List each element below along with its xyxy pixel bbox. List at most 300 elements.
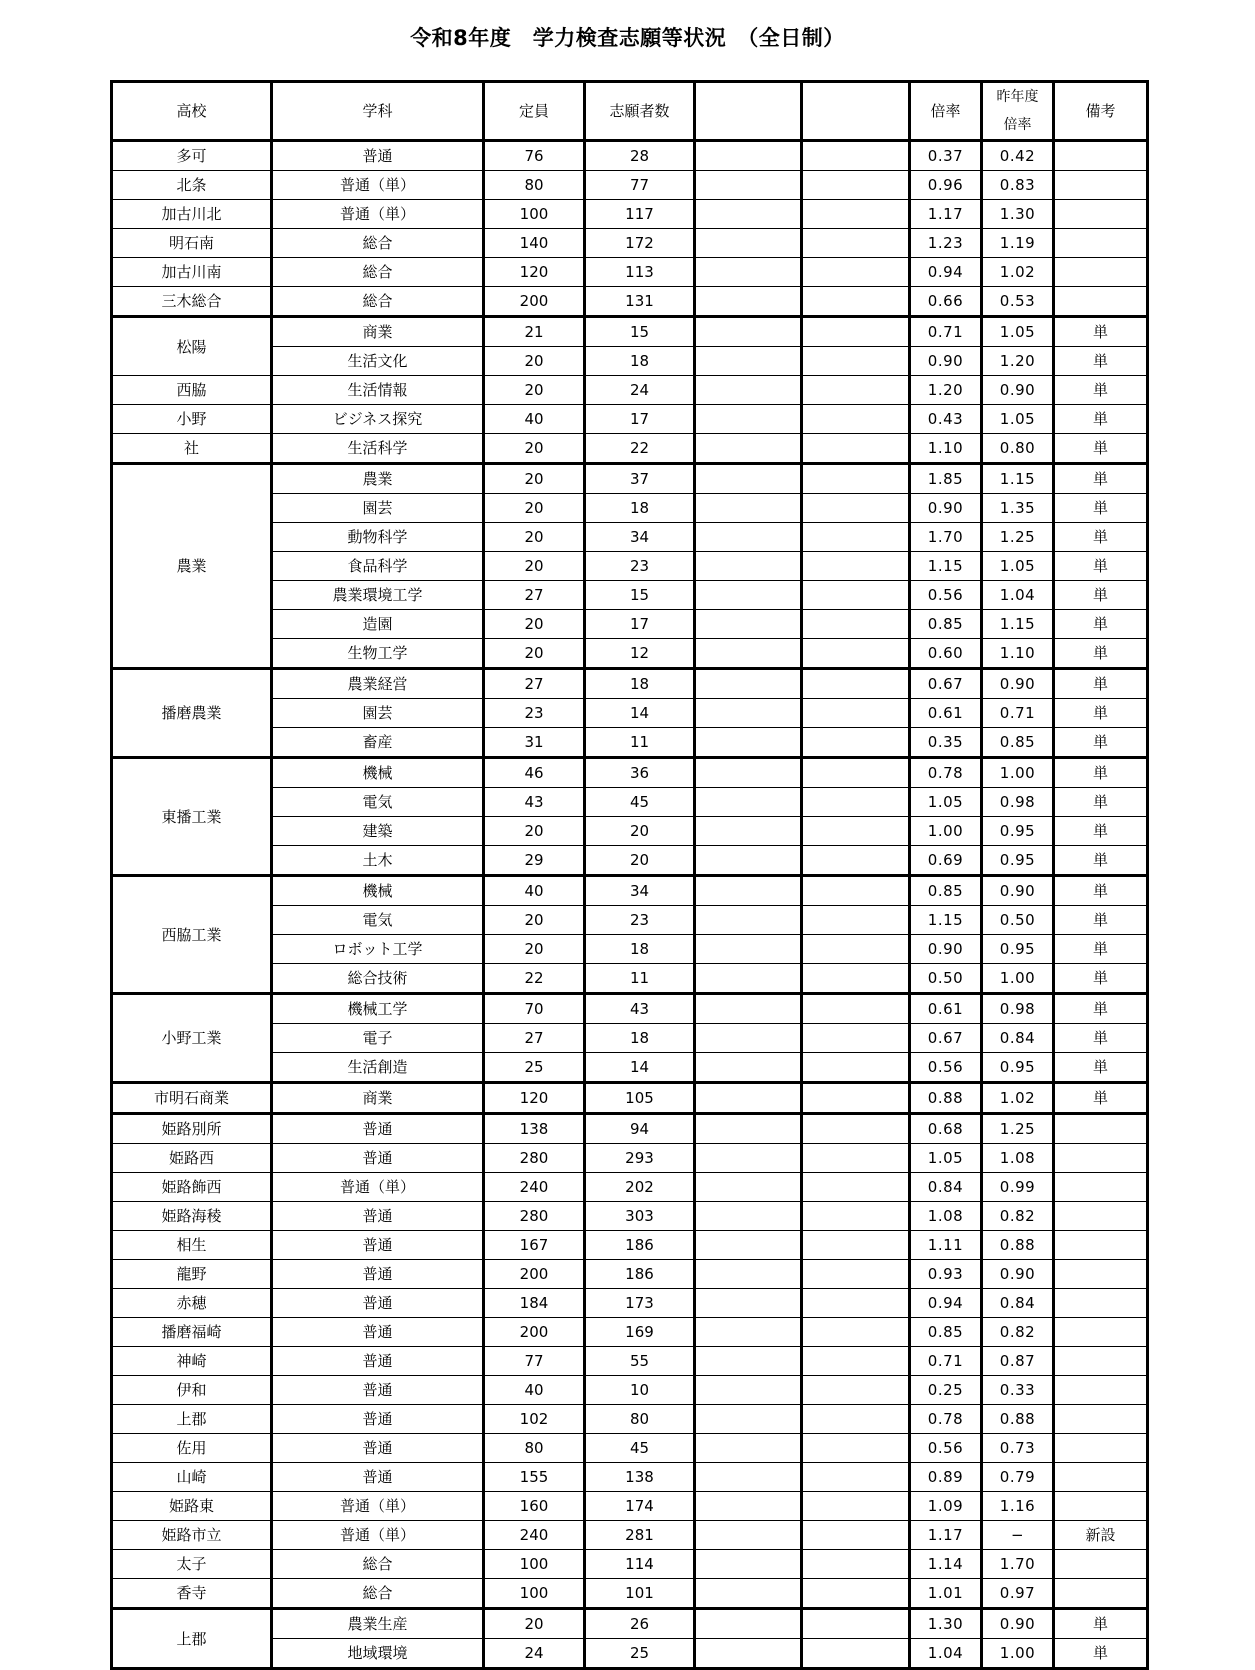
cell-applicants: 114 xyxy=(585,1550,695,1579)
header-note: 備考 xyxy=(1054,82,1148,141)
cell-rate: 0.67 xyxy=(910,669,982,699)
cell-school-name: 山崎 xyxy=(112,1463,272,1492)
cell-course-name: 電気 xyxy=(272,906,484,935)
cell-school-name: 社 xyxy=(112,434,272,464)
header-row xyxy=(112,82,1148,141)
cell-blank-2 xyxy=(802,141,910,171)
cell-rate: 0.67 xyxy=(910,1024,982,1053)
cell-rate: 0.69 xyxy=(910,846,982,876)
cell-note xyxy=(1054,171,1148,200)
cell-course-name: 電気 xyxy=(272,788,484,817)
cell-applicants: 303 xyxy=(585,1202,695,1231)
cell-blank-1 xyxy=(695,1318,802,1347)
cell-capacity: 184 xyxy=(484,1289,585,1318)
cell-blank-2 xyxy=(802,1579,910,1609)
cell-blank-2 xyxy=(802,1405,910,1434)
cell-school-name: 上郡 xyxy=(112,1405,272,1434)
cell-blank-2 xyxy=(802,1492,910,1521)
cell-blank-2 xyxy=(802,1434,910,1463)
header-capacity: 定員 xyxy=(484,82,585,141)
cell-previous-rate: 0.90 xyxy=(982,1609,1054,1639)
cell-blank-1 xyxy=(695,1521,802,1550)
cell-applicants: 174 xyxy=(585,1492,695,1521)
cell-school-name: 佐用 xyxy=(112,1434,272,1463)
cell-course-name: 生活科学 xyxy=(272,434,484,464)
cell-rate: 1.20 xyxy=(910,376,982,405)
cell-note xyxy=(1054,1434,1148,1463)
cell-course-name: 普通 xyxy=(272,1289,484,1318)
cell-blank-2 xyxy=(802,669,910,699)
cell-capacity: 22 xyxy=(484,964,585,994)
cell-applicants: 34 xyxy=(585,876,695,906)
cell-blank-2 xyxy=(802,1053,910,1083)
cell-applicants: 17 xyxy=(585,405,695,434)
cell-applicants: 37 xyxy=(585,464,695,494)
cell-capacity: 160 xyxy=(484,1492,585,1521)
cell-note xyxy=(1054,1231,1148,1260)
cell-blank-1 xyxy=(695,1347,802,1376)
cell-school-name: 小野工業 xyxy=(112,994,272,1083)
cell-blank-2 xyxy=(802,1083,910,1114)
cell-previous-rate: 1.08 xyxy=(982,1144,1054,1173)
cell-applicants: 94 xyxy=(585,1114,695,1144)
page-title: 令和8年度 学力検査志願等状況 （全日制） xyxy=(410,26,845,50)
cell-course-name: 生活創造 xyxy=(272,1053,484,1083)
cell-blank-1 xyxy=(695,141,802,171)
table-row xyxy=(112,258,1148,287)
cell-capacity: 20 xyxy=(484,639,585,669)
cell-previous-rate: 1.19 xyxy=(982,229,1054,258)
cell-capacity: 120 xyxy=(484,258,585,287)
cell-rate: 0.56 xyxy=(910,1053,982,1083)
cell-blank-1 xyxy=(695,906,802,935)
cell-capacity: 76 xyxy=(484,141,585,171)
cell-school-name: 加古川北 xyxy=(112,200,272,229)
cell-blank-2 xyxy=(802,1231,910,1260)
cell-course-name: 総合技術 xyxy=(272,964,484,994)
cell-course-name: 普通 xyxy=(272,1114,484,1144)
cell-capacity: 100 xyxy=(484,200,585,229)
cell-applicants: 55 xyxy=(585,1347,695,1376)
cell-applicants: 18 xyxy=(585,347,695,376)
cell-rate: 0.96 xyxy=(910,171,982,200)
cell-rate: 1.05 xyxy=(910,1144,982,1173)
cell-school-name: 播磨福崎 xyxy=(112,1318,272,1347)
cell-previous-rate: 1.15 xyxy=(982,464,1054,494)
cell-school-name: 市明石商業 xyxy=(112,1083,272,1114)
cell-course-name: 普通 xyxy=(272,1260,484,1289)
cell-rate: 0.85 xyxy=(910,1318,982,1347)
cell-previous-rate: 0.80 xyxy=(982,434,1054,464)
cell-previous-rate: 0.79 xyxy=(982,1463,1054,1492)
cell-blank-2 xyxy=(802,581,910,610)
cell-course-name: 農業環境工学 xyxy=(272,581,484,610)
cell-previous-rate: 1.00 xyxy=(982,758,1054,788)
cell-blank-1 xyxy=(695,994,802,1024)
cell-blank-2 xyxy=(802,347,910,376)
cell-blank-1 xyxy=(695,1434,802,1463)
cell-blank-2 xyxy=(802,1173,910,1202)
cell-previous-rate: − xyxy=(982,1521,1054,1550)
table-row xyxy=(112,1114,1148,1144)
cell-previous-rate: 0.84 xyxy=(982,1024,1054,1053)
cell-note: 単 xyxy=(1054,523,1148,552)
cell-blank-1 xyxy=(695,669,802,699)
cell-rate: 1.04 xyxy=(910,1639,982,1669)
cell-school-name: 上郡 xyxy=(112,1609,272,1669)
cell-capacity: 24 xyxy=(484,1639,585,1669)
cell-applicants: 281 xyxy=(585,1521,695,1550)
cell-note xyxy=(1054,1114,1148,1144)
cell-capacity: 27 xyxy=(484,669,585,699)
table-row xyxy=(112,758,1148,788)
cell-blank-2 xyxy=(802,229,910,258)
cell-rate: 1.70 xyxy=(910,523,982,552)
cell-capacity: 102 xyxy=(484,1405,585,1434)
cell-note: 単 xyxy=(1054,669,1148,699)
cell-applicants: 14 xyxy=(585,699,695,728)
cell-capacity: 27 xyxy=(484,1024,585,1053)
table-row xyxy=(112,994,1148,1024)
cell-previous-rate: 0.85 xyxy=(982,728,1054,758)
cell-previous-rate: 0.82 xyxy=(982,1318,1054,1347)
table-row xyxy=(112,1434,1148,1463)
cell-capacity: 20 xyxy=(484,906,585,935)
cell-rate: 0.35 xyxy=(910,728,982,758)
cell-rate: 0.84 xyxy=(910,1173,982,1202)
cell-course-name: 普通 xyxy=(272,141,484,171)
cell-blank-1 xyxy=(695,171,802,200)
cell-capacity: 21 xyxy=(484,317,585,347)
cell-applicants: 169 xyxy=(585,1318,695,1347)
table-row xyxy=(112,669,1148,699)
cell-blank-2 xyxy=(802,1463,910,1492)
cell-note: 単 xyxy=(1054,1053,1148,1083)
cell-note xyxy=(1054,1202,1148,1231)
cell-previous-rate: 0.84 xyxy=(982,1289,1054,1318)
cell-blank-2 xyxy=(802,1260,910,1289)
cell-previous-rate: 0.95 xyxy=(982,846,1054,876)
cell-note: 単 xyxy=(1054,347,1148,376)
cell-applicants: 131 xyxy=(585,287,695,317)
cell-capacity: 155 xyxy=(484,1463,585,1492)
cell-blank-1 xyxy=(695,552,802,581)
cell-capacity: 20 xyxy=(484,610,585,639)
cell-note xyxy=(1054,1318,1148,1347)
cell-blank-2 xyxy=(802,1202,910,1231)
cell-school-name: 姫路別所 xyxy=(112,1114,272,1144)
header-blank-2 xyxy=(802,82,910,141)
cell-capacity: 167 xyxy=(484,1231,585,1260)
cell-capacity: 25 xyxy=(484,1053,585,1083)
cell-capacity: 40 xyxy=(484,1376,585,1405)
cell-blank-1 xyxy=(695,1289,802,1318)
cell-capacity: 77 xyxy=(484,1347,585,1376)
cell-school-name: 赤穂 xyxy=(112,1289,272,1318)
table-row xyxy=(112,1144,1148,1173)
cell-note xyxy=(1054,200,1148,229)
cell-note xyxy=(1054,229,1148,258)
cell-blank-2 xyxy=(802,200,910,229)
cell-previous-rate: 0.71 xyxy=(982,699,1054,728)
header-applicants: 志願者数 xyxy=(585,82,695,141)
cell-previous-rate: 0.33 xyxy=(982,1376,1054,1405)
cell-blank-1 xyxy=(695,610,802,639)
cell-capacity: 20 xyxy=(484,552,585,581)
cell-course-name: ビジネス探究 xyxy=(272,405,484,434)
cell-capacity: 20 xyxy=(484,817,585,846)
cell-note: 単 xyxy=(1054,581,1148,610)
table-row xyxy=(112,141,1148,171)
cell-applicants: 186 xyxy=(585,1231,695,1260)
cell-blank-1 xyxy=(695,1550,802,1579)
cell-blank-1 xyxy=(695,935,802,964)
cell-course-name: 普通 xyxy=(272,1463,484,1492)
cell-previous-rate: 1.25 xyxy=(982,1114,1054,1144)
cell-rate: 1.85 xyxy=(910,464,982,494)
cell-note: 単 xyxy=(1054,639,1148,669)
cell-previous-rate: 0.82 xyxy=(982,1202,1054,1231)
cell-school-name: 北条 xyxy=(112,171,272,200)
cell-applicants: 43 xyxy=(585,994,695,1024)
cell-blank-2 xyxy=(802,817,910,846)
table-row xyxy=(112,317,1148,347)
cell-note: 単 xyxy=(1054,846,1148,876)
cell-blank-2 xyxy=(802,935,910,964)
cell-applicants: 11 xyxy=(585,728,695,758)
table-row xyxy=(112,200,1148,229)
cell-blank-1 xyxy=(695,788,802,817)
cell-blank-2 xyxy=(802,317,910,347)
cell-rate: 0.94 xyxy=(910,1289,982,1318)
cell-course-name: 農業生産 xyxy=(272,1609,484,1639)
cell-course-name: 普通 xyxy=(272,1434,484,1463)
cell-blank-1 xyxy=(695,464,802,494)
cell-applicants: 20 xyxy=(585,817,695,846)
statistics-table-container xyxy=(110,80,1146,1670)
cell-rate: 1.09 xyxy=(910,1492,982,1521)
cell-school-name: 相生 xyxy=(112,1231,272,1260)
cell-blank-2 xyxy=(802,788,910,817)
cell-blank-2 xyxy=(802,1024,910,1053)
cell-previous-rate: 1.20 xyxy=(982,347,1054,376)
cell-previous-rate: 0.98 xyxy=(982,788,1054,817)
cell-blank-2 xyxy=(802,552,910,581)
cell-course-name: 商業 xyxy=(272,317,484,347)
table-row xyxy=(112,229,1148,258)
cell-rate: 0.78 xyxy=(910,758,982,788)
cell-rate: 1.14 xyxy=(910,1550,982,1579)
cell-note: 単 xyxy=(1054,1083,1148,1114)
cell-note xyxy=(1054,1376,1148,1405)
cell-course-name: 普通 xyxy=(272,1318,484,1347)
cell-rate: 1.17 xyxy=(910,200,982,229)
cell-blank-2 xyxy=(802,994,910,1024)
cell-capacity: 43 xyxy=(484,788,585,817)
cell-rate: 0.25 xyxy=(910,1376,982,1405)
cell-applicants: 23 xyxy=(585,906,695,935)
cell-blank-2 xyxy=(802,728,910,758)
cell-course-name: 総合 xyxy=(272,229,484,258)
table-row xyxy=(112,434,1148,464)
cell-note: 単 xyxy=(1054,1024,1148,1053)
cell-capacity: 280 xyxy=(484,1144,585,1173)
cell-blank-2 xyxy=(802,639,910,669)
cell-blank-1 xyxy=(695,639,802,669)
cell-applicants: 22 xyxy=(585,434,695,464)
cell-applicants: 293 xyxy=(585,1144,695,1173)
cell-blank-2 xyxy=(802,1289,910,1318)
cell-previous-rate: 1.02 xyxy=(982,1083,1054,1114)
cell-note: 単 xyxy=(1054,817,1148,846)
cell-rate: 0.94 xyxy=(910,258,982,287)
cell-blank-1 xyxy=(695,229,802,258)
cell-applicants: 17 xyxy=(585,610,695,639)
cell-blank-1 xyxy=(695,1024,802,1053)
cell-rate: 1.10 xyxy=(910,434,982,464)
table-body xyxy=(112,141,1148,1669)
table-row xyxy=(112,1347,1148,1376)
cell-course-name: 普通 xyxy=(272,1347,484,1376)
cell-blank-2 xyxy=(802,906,910,935)
cell-note: 単 xyxy=(1054,434,1148,464)
cell-applicants: 101 xyxy=(585,1579,695,1609)
cell-previous-rate: 1.25 xyxy=(982,523,1054,552)
cell-previous-rate: 0.95 xyxy=(982,1053,1054,1083)
cell-blank-2 xyxy=(802,494,910,523)
cell-blank-2 xyxy=(802,171,910,200)
cell-blank-1 xyxy=(695,200,802,229)
cell-course-name: 普通 xyxy=(272,1376,484,1405)
cell-previous-rate: 0.90 xyxy=(982,376,1054,405)
header-course: 学科 xyxy=(272,82,484,141)
cell-blank-2 xyxy=(802,964,910,994)
cell-course-name: 動物科学 xyxy=(272,523,484,552)
cell-blank-1 xyxy=(695,347,802,376)
cell-blank-1 xyxy=(695,1463,802,1492)
cell-rate: 0.43 xyxy=(910,405,982,434)
cell-previous-rate: 0.83 xyxy=(982,171,1054,200)
cell-blank-2 xyxy=(802,846,910,876)
cell-note: 単 xyxy=(1054,906,1148,935)
cell-blank-1 xyxy=(695,1405,802,1434)
cell-blank-2 xyxy=(802,1639,910,1669)
cell-course-name: 生活情報 xyxy=(272,376,484,405)
header-blank-1 xyxy=(695,82,802,141)
cell-note xyxy=(1054,1492,1148,1521)
cell-applicants: 36 xyxy=(585,758,695,788)
cell-capacity: 27 xyxy=(484,581,585,610)
table-row xyxy=(112,376,1148,405)
cell-course-name: 園芸 xyxy=(272,494,484,523)
table-header xyxy=(112,82,1148,141)
table-row xyxy=(112,1202,1148,1231)
cell-applicants: 10 xyxy=(585,1376,695,1405)
cell-note: 単 xyxy=(1054,935,1148,964)
cell-capacity: 200 xyxy=(484,1260,585,1289)
cell-previous-rate: 0.90 xyxy=(982,1260,1054,1289)
cell-rate: 1.05 xyxy=(910,788,982,817)
cell-rate: 0.85 xyxy=(910,610,982,639)
cell-blank-1 xyxy=(695,1173,802,1202)
cell-note xyxy=(1054,1347,1148,1376)
cell-blank-2 xyxy=(802,1318,910,1347)
cell-note xyxy=(1054,287,1148,317)
cell-course-name: 普通 xyxy=(272,1202,484,1231)
cell-school-name: 小野 xyxy=(112,405,272,434)
cell-note: 単 xyxy=(1054,876,1148,906)
cell-blank-1 xyxy=(695,1083,802,1114)
cell-school-name: 姫路西 xyxy=(112,1144,272,1173)
cell-note xyxy=(1054,258,1148,287)
cell-rate: 1.08 xyxy=(910,1202,982,1231)
cell-note: 単 xyxy=(1054,464,1148,494)
header-rate: 倍率 xyxy=(910,82,982,141)
cell-blank-1 xyxy=(695,494,802,523)
cell-school-name: 播磨農業 xyxy=(112,669,272,758)
cell-course-name: 普通 xyxy=(272,1405,484,1434)
cell-note: 単 xyxy=(1054,964,1148,994)
cell-applicants: 14 xyxy=(585,1053,695,1083)
cell-note: 単 xyxy=(1054,788,1148,817)
cell-blank-2 xyxy=(802,1144,910,1173)
cell-previous-rate: 1.16 xyxy=(982,1492,1054,1521)
cell-blank-2 xyxy=(802,258,910,287)
cell-capacity: 240 xyxy=(484,1173,585,1202)
cell-course-name: 総合 xyxy=(272,287,484,317)
table-row xyxy=(112,1550,1148,1579)
cell-rate: 0.93 xyxy=(910,1260,982,1289)
cell-course-name: 生活文化 xyxy=(272,347,484,376)
cell-course-name: 普通 xyxy=(272,1231,484,1260)
cell-capacity: 20 xyxy=(484,523,585,552)
cell-blank-1 xyxy=(695,1231,802,1260)
cell-note: 単 xyxy=(1054,994,1148,1024)
cell-rate: 0.50 xyxy=(910,964,982,994)
cell-previous-rate: 1.04 xyxy=(982,581,1054,610)
cell-applicants: 24 xyxy=(585,376,695,405)
cell-previous-rate: 0.95 xyxy=(982,935,1054,964)
cell-blank-1 xyxy=(695,1376,802,1405)
cell-note: 新設 xyxy=(1054,1521,1148,1550)
cell-course-name: 普通（単） xyxy=(272,1173,484,1202)
cell-course-name: 畜産 xyxy=(272,728,484,758)
cell-applicants: 77 xyxy=(585,171,695,200)
cell-rate: 0.89 xyxy=(910,1463,982,1492)
cell-school-name: 姫路飾西 xyxy=(112,1173,272,1202)
cell-note xyxy=(1054,141,1148,171)
table-row xyxy=(112,876,1148,906)
cell-school-name: 神崎 xyxy=(112,1347,272,1376)
cell-rate: 0.71 xyxy=(910,1347,982,1376)
table-row xyxy=(112,1609,1148,1639)
cell-blank-1 xyxy=(695,258,802,287)
table-row xyxy=(112,1231,1148,1260)
cell-note: 単 xyxy=(1054,494,1148,523)
cell-applicants: 25 xyxy=(585,1639,695,1669)
cell-capacity: 20 xyxy=(484,347,585,376)
cell-applicants: 23 xyxy=(585,552,695,581)
cell-capacity: 20 xyxy=(484,1609,585,1639)
cell-blank-2 xyxy=(802,610,910,639)
cell-blank-1 xyxy=(695,287,802,317)
cell-blank-1 xyxy=(695,581,802,610)
cell-rate: 0.85 xyxy=(910,876,982,906)
cell-note: 単 xyxy=(1054,317,1148,347)
cell-previous-rate: 0.90 xyxy=(982,669,1054,699)
cell-applicants: 28 xyxy=(585,141,695,171)
header-school: 高校 xyxy=(112,82,272,141)
